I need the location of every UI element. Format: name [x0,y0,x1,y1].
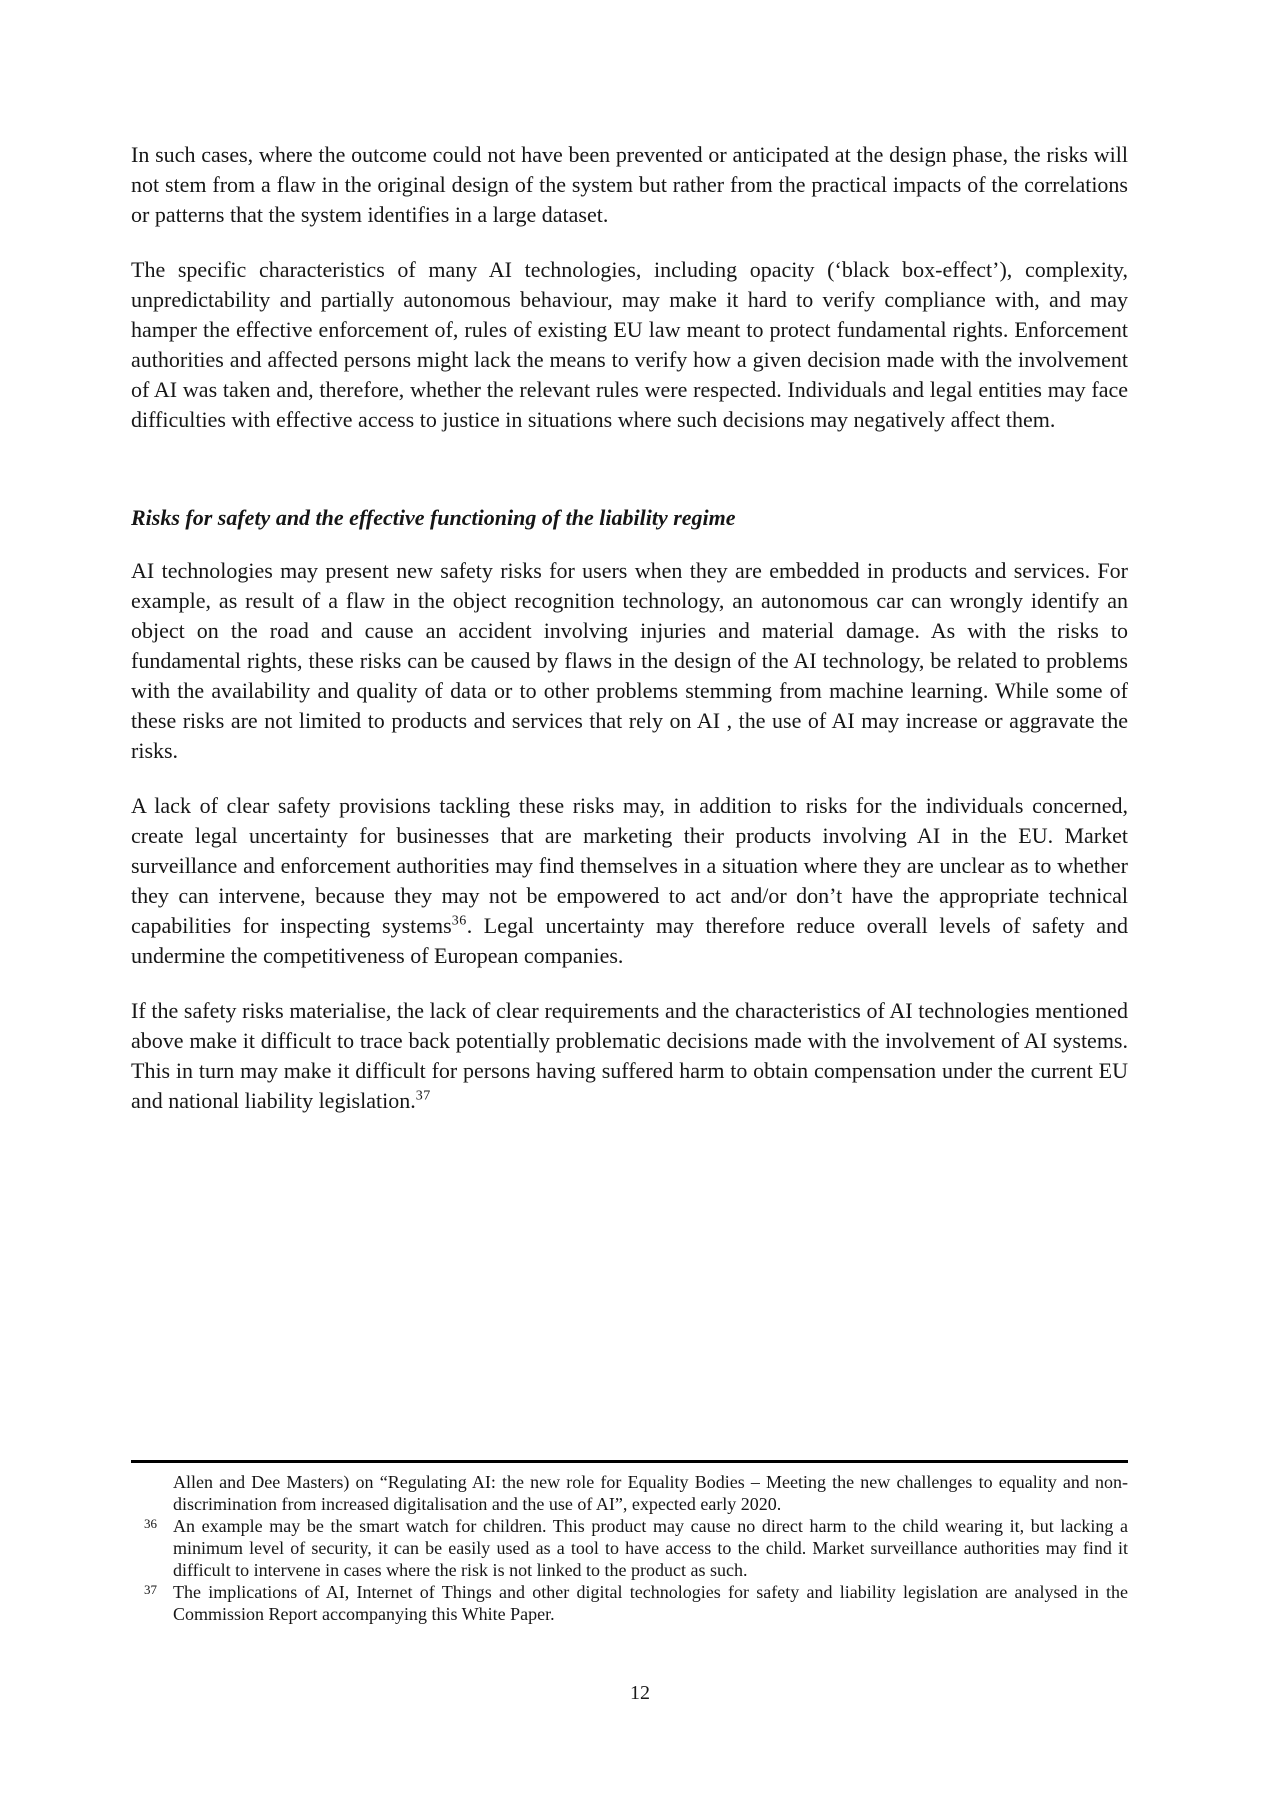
footnote-ref-36: 36 [451,913,467,929]
section-heading: Risks for safety and the effective functioning of the liability regime [131,505,736,530]
paragraph-1: In such cases, where the outcome could not have been prevented or anticipated at the design phase, the risks will not stem from a flaw in the original design of the system but rather from the practical impacts of the correlations or patterns that the system identifies in a large dataset. [131,142,1128,227]
footnote-marker: 37 [144,1582,157,1597]
footnote-marker: 36 [144,1516,157,1531]
paragraph-4 [131,791,1128,971]
footnotes-section [131,1460,1128,1625]
footnote-36 [131,1515,1128,1581]
paragraph-5-text: If the safety risks materialise, the lack of clear requirements and the characteristics of AI technologies mentioned above make it difficult to trace back potentially problematic decisions made with the involvement of AI systems. This in turn may make it difficult for persons having suffered harm to obtain compensation under the current EU and national liability legislation. [131,998,1128,1113]
footnote-37 [131,1581,1128,1625]
footnote-continuation [131,1471,1128,1515]
page-body-text [131,140,1128,1116]
footnote-ref-37: 37 [415,1088,431,1104]
paragraph-4-text-after-ref: . Legal uncertainty may therefore reduce overall levels of safety and undermine the competitiveness of European companies. [131,913,1129,968]
paragraph-3: AI technologies may present new safety risks for users when they are embedded in products and services. For example, as result of a flaw in the object recognition technology, an autonomous car can wrongly identify an object on the road and cause an accident involving injuries and material damage. As with the risks to fundamental rights, these risks can be caused by flaws in the design of the AI technology, be related to problems with the availability and quality of data or to other problems stemming from machine learning. While some of these risks are not limited to products and services that rely on AI , the use of AI may increase or aggravate the risks. [131,558,1128,763]
paragraph-2: The specific characteristics of many AI technologies, including opacity (‘black box-effect’), complexity, unpredictability and partially autonomous behaviour, may make it hard to verify compliance with, and may hamper the effective enforcement of, rules of existing EU law meant to protect fundamental rights. Enforcement authorities and affected persons might lack the means to verify how a given decision made with the involvement of AI was taken and, therefore, whether the relevant rules were respected. Individuals and legal entities may face difficulties with effective access to justice in situations where such decisions may negatively affect them. [131,257,1128,432]
footnote-continuation-text: Allen and Dee Masters) on “Regulating AI: the new role for Equality Bodies – Meeting the new challenges to equality and non-discrimination from increased digitalisation and the use of AI”, expected early 2020. [173,1472,1128,1514]
page-number: 12 [630,1682,650,1704]
paragraph-4-text: A lack of clear safety provisions tackling these risks may, in addition to risks for the individuals concerned, create legal uncertainty for businesses that are marketing their products involving AI in the EU. Market surveillance and enforcement authorities may find themselves in a situation where they are unclear as to whether they can intervene, because they may not be empowered to act and/or don’t have the appropriate technical capabilities for inspecting systems [131,793,1128,938]
footnote-text: The implications of AI, Internet of Things and other digital technologies for safety and liability legislation are analysed in the Commission Report accompanying this White Paper. [173,1582,1128,1624]
paragraph-5 [131,996,1128,1116]
footnote-text: An example may be the smart watch for children. This product may cause no direct harm to the child wearing it, but lacking a minimum level of security, it can be easily used as a tool to have access to the child. Market surveillance authorities may find it difficult to intervene in cases where the risk is not linked to the product as such. [173,1516,1128,1580]
